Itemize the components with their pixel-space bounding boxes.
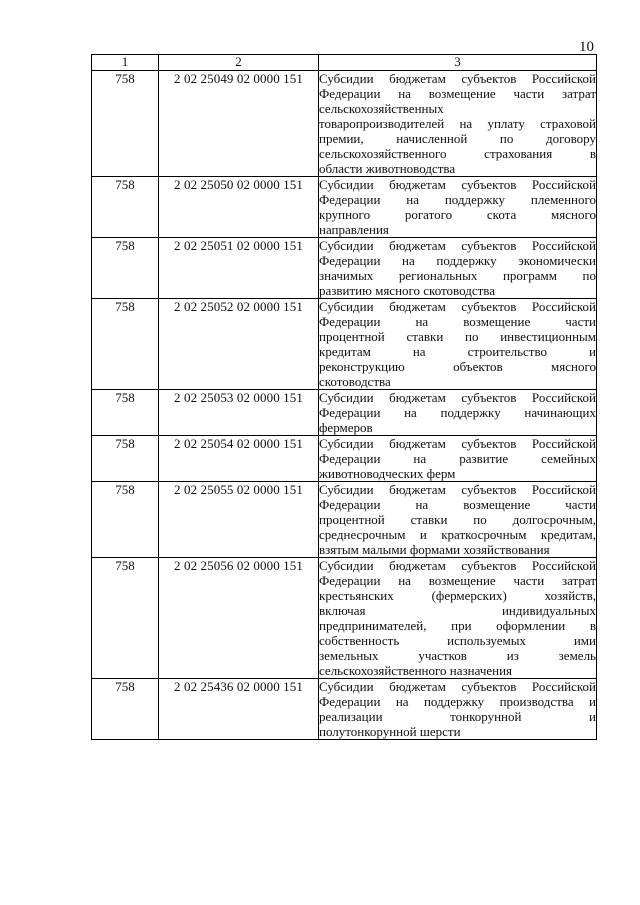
revenue-name-line: Субсидии бюджетам субъектов Российской [319, 71, 596, 86]
revenue-name-cell [319, 177, 597, 238]
table-row [92, 299, 597, 390]
revenue-name-cell [319, 390, 597, 436]
revenue-name-line: полутонкорунной шерсти [319, 724, 461, 739]
admin-code-cell: 758 [92, 238, 159, 299]
table-row [92, 177, 597, 238]
admin-code-cell: 758 [92, 436, 159, 482]
revenue-name-line: развитию мясного скотоводства [319, 283, 496, 298]
revenue-name-line: процентной ставки по инвестиционным [319, 329, 596, 344]
table-header-row [92, 55, 597, 71]
budget-code-cell: 2 02 25055 02 0000 151 [159, 482, 319, 558]
revenue-name-line: сельскохозяйственного страхования в [319, 146, 596, 161]
revenue-name-line: Федерации на возмещение части затрат [319, 86, 596, 101]
budget-code-cell: 2 02 25049 02 0000 151 [159, 71, 319, 177]
revenue-name-line: Субсидии бюджетам субъектов Российской [319, 390, 596, 405]
admin-code-cell: 758 [92, 558, 159, 679]
column-header-2: 2 [159, 55, 319, 71]
revenue-name-line: животноводческих ферм [319, 466, 456, 481]
admin-code-cell: 758 [92, 299, 159, 390]
revenue-name-line: кредитам на строительство и [319, 344, 596, 359]
revenue-name-line: Федерации на поддержку производства и [319, 694, 596, 709]
revenue-name-line: реконструкцию объектов мясного [319, 359, 596, 374]
revenue-name-line: фермеров [319, 420, 373, 435]
revenue-name-line: товаропроизводителей на уплату страховой [319, 116, 596, 131]
revenue-name-line: Субсидии бюджетам субъектов Российской [319, 679, 596, 694]
table-row [92, 679, 597, 740]
revenue-name-line: Субсидии бюджетам субъектов Российской [319, 299, 596, 314]
table-row [92, 558, 597, 679]
revenue-name-line: Субсидии бюджетам субъектов Российской [319, 482, 596, 497]
revenue-name-line: Федерации на возмещение части [319, 497, 596, 512]
revenue-name-line: Субсидии бюджетам субъектов Российской [319, 558, 596, 573]
revenue-name-line: земельных участков из земель [319, 648, 596, 663]
revenue-name-line: направления [319, 222, 389, 237]
revenue-name-cell [319, 71, 597, 177]
revenue-name-line: Субсидии бюджетам субъектов Российской [319, 238, 596, 253]
revenue-classification-table [91, 54, 597, 740]
admin-code-cell: 758 [92, 390, 159, 436]
table-row [92, 238, 597, 299]
budget-code-cell: 2 02 25436 02 0000 151 [159, 679, 319, 740]
admin-code-cell: 758 [92, 71, 159, 177]
revenue-name-line: предпринимателей, при оформлении в [319, 618, 596, 633]
table-row [92, 436, 597, 482]
revenue-name-line: премии, начисленной по договору [319, 131, 596, 146]
revenue-name-line: крупного рогатого скота мясного [319, 207, 596, 222]
revenue-name-line: включая индивидуальных [319, 603, 596, 618]
page-number: 10 [579, 39, 594, 55]
revenue-name-cell [319, 482, 597, 558]
table-row [92, 71, 597, 177]
budget-code-cell: 2 02 25050 02 0000 151 [159, 177, 319, 238]
revenue-name-line: взятым малыми формами хозяйствования [319, 542, 550, 557]
revenue-name-line: Федерации на возмещение части затрат [319, 573, 596, 588]
revenue-name-cell [319, 238, 597, 299]
revenue-name-line: Федерации на возмещение части [319, 314, 596, 329]
revenue-name-cell [319, 299, 597, 390]
budget-code-cell: 2 02 25056 02 0000 151 [159, 558, 319, 679]
revenue-name-line: процентной ставки по долгосрочным, [319, 512, 596, 527]
revenue-name-line: Федерации на поддержку племенного [319, 192, 596, 207]
revenue-name-cell [319, 679, 597, 740]
admin-code-cell: 758 [92, 177, 159, 238]
budget-code-cell: 2 02 25052 02 0000 151 [159, 299, 319, 390]
revenue-name-line: Федерации на поддержку экономически [319, 253, 596, 268]
revenue-name-line: Федерации на развитие семейных [319, 451, 596, 466]
budget-code-cell: 2 02 25053 02 0000 151 [159, 390, 319, 436]
revenue-name-line: сельскохозяйственного назначения [319, 663, 513, 678]
revenue-name-line: крестьянских (фермерских) хозяйств, [319, 588, 596, 603]
revenue-name-line: скотоводства [319, 374, 391, 389]
revenue-name-cell [319, 558, 597, 679]
revenue-name-line: Федерации на поддержку начинающих [319, 405, 596, 420]
revenue-name-line: области животноводства [319, 161, 456, 176]
column-header-3: 3 [319, 55, 597, 71]
budget-code-cell: 2 02 25051 02 0000 151 [159, 238, 319, 299]
column-header-1: 1 [92, 55, 159, 71]
table-row [92, 390, 597, 436]
revenue-name-line: Субсидии бюджетам субъектов Российской [319, 436, 596, 451]
admin-code-cell: 758 [92, 482, 159, 558]
table-row [92, 482, 597, 558]
budget-code-cell: 2 02 25054 02 0000 151 [159, 436, 319, 482]
admin-code-cell: 758 [92, 679, 159, 740]
revenue-name-line: среднесрочным и краткосрочным кредитам, [319, 527, 596, 542]
revenue-name-line: Субсидии бюджетам субъектов Российской [319, 177, 596, 192]
table-body [92, 71, 597, 740]
revenue-name-line: собственность используемых ими [319, 633, 596, 648]
revenue-name-line: сельскохозяйственных [319, 101, 444, 116]
revenue-name-line: значимых региональных программ по [319, 268, 596, 283]
revenue-name-line: реализации тонкорунной и [319, 709, 596, 724]
revenue-name-cell [319, 436, 597, 482]
